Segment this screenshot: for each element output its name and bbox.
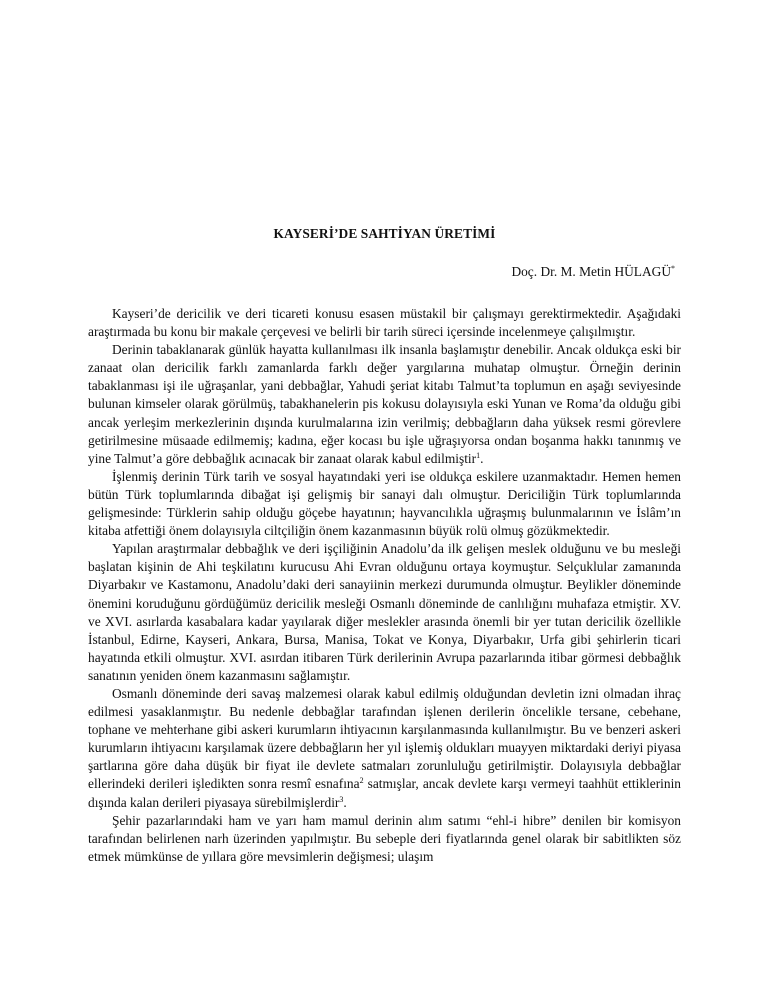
footnote-ref-3: 3: [339, 794, 344, 804]
body-text: [88, 305, 681, 866]
paragraph-text: Yapılan araştırmalar debbağlık ve deri işçiliğinin Anadolu’da ilk gelişen meslek olduğunu ve bu mesleği başlatan kişinin de Ahi teşkilatını kurucusu Ahi Evran olduğunu ortaya koymuştur. Selçuklular zamanında Diyarbakır ve Kastamonu, Anadolu’daki deri sanayiinin merkezi durumunda olmuştur. Beylikler döneminde önemini koruduğunu gördüğümüz dericilik mesleği Osmanlı döneminde de canlılığını muhafaza etmiştir. XV. ve XVI. asırlarda kasabalara kadar yayılarak diğer meslekler arasında önemli bir yer tutan dericilik özellikle İstanbul, Edirne, Kayseri, Ankara, Bursa, Manisa, Tokat ve Konya, Diyarbakır, Urfa gibi şehirlerin ticari hayatında etkili olmuştur. XVI. asırdan itibaren Türk derilerinin Avrupa pazarlarında itibar görmesi debbağlık sanatının yeniden önem kazanmasını sağlamıştır.: [88, 541, 681, 683]
paragraph-text: Osmanlı döneminde deri savaş malzemesi olarak kabul edilmiş olduğundan devletin izni olmadan ihraç edilmesi yasaklanmıştır. Bu nedenle debbağlar tarafından işlenen derilerin öncelikle tersane, cebehane, tophane ve mehterhane gibi askeri kurumların ihtiyacının karşılanmasında kullanılmıştır. Bu ve benzeri askeri kurumların ihtiyacını karşılamak üzere debbağların her yıl işlemiş oldukları muayyen miktardaki deriyi piyasa şartlarına göre daha düşük bir fiyat ile devlete satmaları zorunluluğu getirilmiştir. Dolayısıyla debbağlar ellerindeki derileri işledikten sonra resmî esnafına: [88, 685, 681, 792]
author-name: Doç. Dr. M. Metin HÜLAGÜ: [511, 264, 671, 279]
paragraph-3: [88, 468, 681, 540]
paragraph-4: [88, 540, 681, 685]
paragraph-1: [88, 305, 681, 341]
paragraph-text: satmışlar, ancak devlete karşı vermeyi taahhüt ettiklerinin dışında kalan derileri piyasaya sürebilmişlerdir: [88, 776, 681, 810]
footnote-ref-2: 2: [359, 776, 364, 786]
paragraph-2: [88, 341, 681, 468]
paragraph-text: Kayseri’de dericilik ve deri ticareti konusu esasen müstakil bir çalışmayı gerektirmektedir. Aşağıdaki araştırmada bu konu bir makale çerçevesi ve belirli bir tarih süreci içersinde incelenmeye çalışılmıştır.: [88, 306, 681, 340]
author-line: [511, 264, 675, 280]
document-page: [88, 0, 681, 994]
paragraph-text: İşlenmiş derinin Türk tarih ve sosyal hayatındaki yeri ise oldukça eskilere uzanmaktadır. Hemen hemen bütün Türk toplumlarında dibağat işi gelişmiş bir sanayi dalı olmuştur. Dericiliğin Türk toplumlarında gelişmesinde: Türklerin sahip olduğu göçebe hayatının; hayvancılıkla uğraşmış bulunmalarının ve İslâm’ın kitaba atfettiği önem dolayısıyla ciltçiliğin önem kazanmasının büyük rolü olmuş gözükmektedir.: [88, 468, 681, 539]
paragraph-text: Şehir pazarlarındaki ham ve yarı ham mamul derinin alım satımı “ehl-i hibre” denilen bir komisyon tarafından belirlenen narh üzerinden yapılmıştır. Bu sebeple deri fiyatlarında genel olarak bir sabitlikten söz etmek mümkünse de yıllara göre mevsimlerin değişmesi; ulaşım: [88, 812, 681, 864]
footnote-ref-1: 1: [476, 450, 481, 460]
paragraph-text: .: [480, 450, 484, 466]
author-footnote-mark: *: [671, 264, 675, 273]
paragraph-text: Derinin tabaklanarak günlük hayatta kullanılması ilk insanla başlamıştır denebilir. Ancak oldukça eski bir zanaat olan dericilik farklı zamanlarda farklı değer yargılarına muhatap olmuştur. Örneğin derinin tabaklanması işi ile uğraşanlar, yani debbağlar, Yahudi şeriat kitabı Talmut’ta toplumun en aşağı seviyesinde bulunan kimseler olarak görülmüş, tabakhanelerin pis kokusu dolayısıyla eski Yunan ve Roma’da olduğu gibi ancak yerleşim merkezlerinin dışında kurulmalarına izin verilmiş; debbağların daha yüksek resmi görevlere getirilmesine müsaade edilmemiş; kadına, eğer kocası bu işle uğraşıyorsa ondan boşanma hakkı tanınmış ve yine Talmut’a göre debbağlık acınacak bir zanaat olarak kabul edilmiştir: [88, 342, 681, 466]
document-title: KAYSERİ’DE SAHTİYAN ÜRETİMİ: [273, 226, 496, 241]
paragraph-text: .: [343, 794, 347, 810]
paragraph-5: [88, 685, 681, 812]
paragraph-6: [88, 812, 681, 866]
